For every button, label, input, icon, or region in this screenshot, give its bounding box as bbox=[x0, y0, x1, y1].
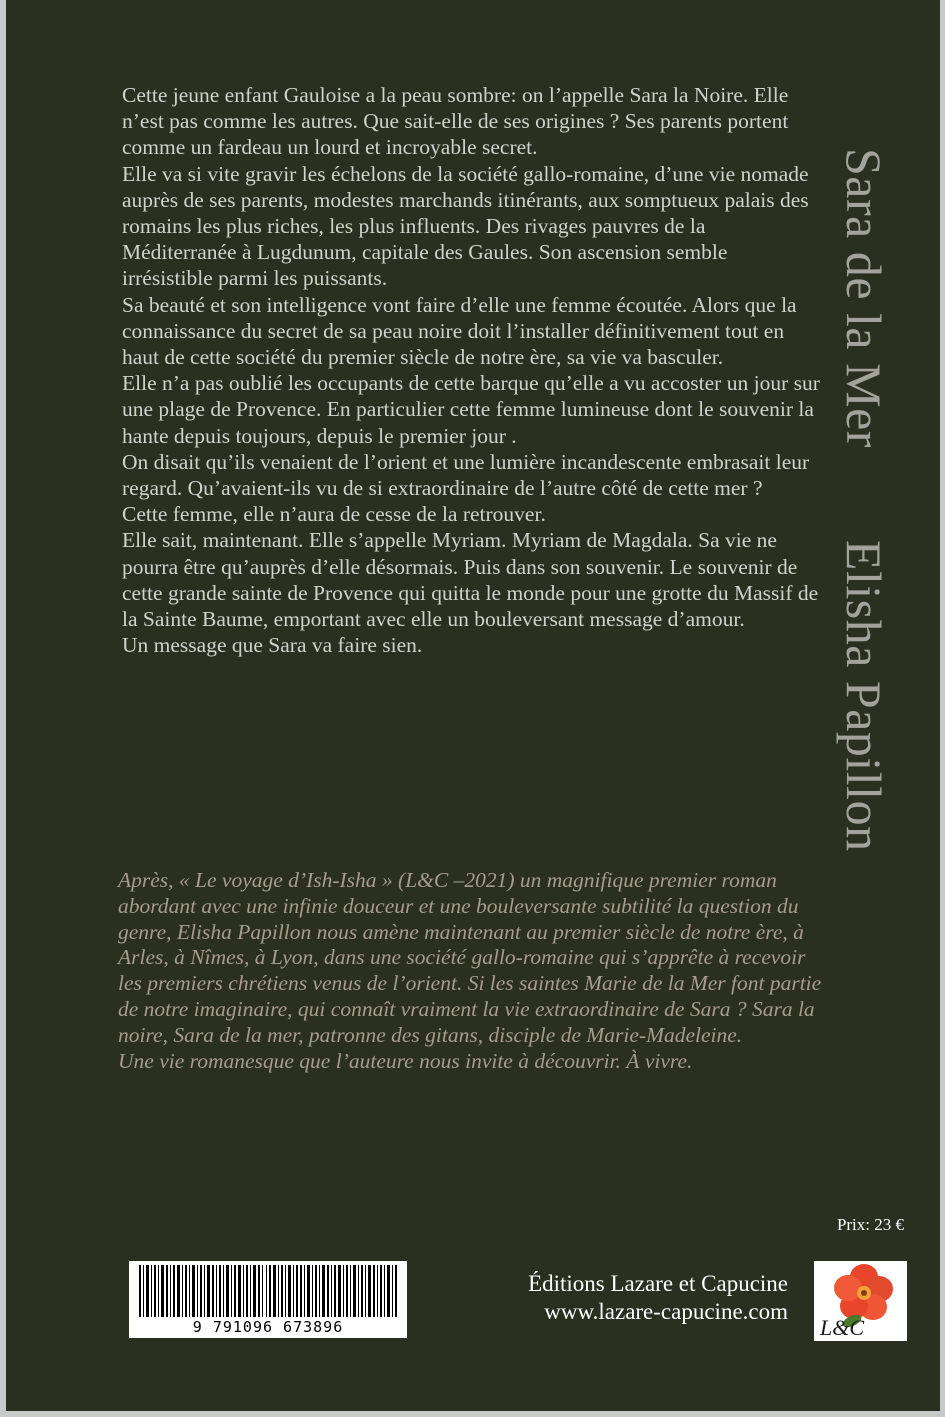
synopsis-paragraph: Elle sait, maintenant. Elle s’appelle Myriam. Myriam de Magdala. Sa vie ne pourra être qu’auprès d’elle désormais. Puis dans son souvenir. Le souvenir de cette grande sainte de Provence qui quitta le monde pour une grotte du Massif de la Sainte Baume, emportant avec elle un bouleversant message d’amour. bbox=[122, 528, 819, 632]
synopsis-paragraph: Elle n’a pas oublié les occupants de cette barque qu’elle a vu accoster un jour sur une plage de Provence. En particulier cette femme lumineuse dont le souvenir la hante depuis toujours, depuis le premier jour . bbox=[122, 371, 820, 448]
synopsis bbox=[122, 82, 822, 658]
review-paragraph: Après, « Le voyage d’Ish-Isha » (L&C –2021) un magnifique premier roman abordant avec une infinie douceur et une bouleversante subtilité la question du genre, Elisha Papillon nous amène maintenant au premier siècle de notre ère, à Arles, à Nîmes, à Lyon, dans une société gallo-romaine qui s’apprête à recevoir les premiers chrétiens venus de l’orient. Si les saintes Marie de la Mer font partie de notre imaginaire, qui connaît vraiment la vie extraordinaire de Sara ? Sara la noire, Sara de la mer, patronne des gitans, disciple de Marie-Madeleine. bbox=[118, 868, 822, 1047]
book-title: Sara de la Mer bbox=[836, 148, 892, 448]
back-cover bbox=[6, 0, 940, 1411]
logo-text: L&C bbox=[820, 1315, 865, 1340]
publisher-name: Éditions Lazare et Capucine bbox=[528, 1271, 788, 1296]
synopsis-paragraph: Cette jeune enfant Gauloise a la peau sombre: on l’appelle Sara la Noire. Elle n’est pas comme les autres. Que sait-elle de ses origines ? Ses parents portent comme un fardeau un lourd et incroyable secret. bbox=[122, 83, 789, 160]
synopsis-paragraph: Un message que Sara va faire sien. bbox=[122, 633, 423, 658]
vertical-title bbox=[834, 148, 894, 968]
price-label: Prix: 23 € bbox=[836, 1215, 904, 1234]
barcode bbox=[129, 1261, 407, 1338]
publisher-website[interactable]: www.lazare-capucine.com bbox=[544, 1299, 788, 1324]
publisher-info bbox=[502, 1270, 788, 1326]
publisher-logo bbox=[814, 1261, 907, 1341]
review-paragraph: Une vie romanesque que l’auteure nous invite à découvrir. À vivre. bbox=[118, 1048, 693, 1073]
synopsis-paragraph: Elle va si vite gravir les échelons de la société gallo-romaine, d’une vie nomade auprès de ses parents, modestes marchands itinérants, aux somptueux palais des romains les plus riches, les plus influents. Des rivages pauvres de la Méditerranée à Lugdunum, capitale des Gaules. Son ascension semble irrésistible parmi les puissants. bbox=[122, 161, 809, 291]
synopsis-paragraph: On disait qu’ils venaient de l’orient et une lumière incandescente embrasait leur regard. Qu’avaient-ils vu de si extraordinaire de l’autre côté de cette mer ? bbox=[122, 449, 810, 501]
book-author: Elisha Papillon bbox=[836, 539, 892, 852]
barcode-bars bbox=[139, 1265, 397, 1317]
synopsis-paragraph: Cette femme, elle n’aura de cesse de la retrouver. bbox=[122, 502, 546, 527]
review-blurb bbox=[118, 868, 830, 1074]
synopsis-paragraph: Sa beauté et son intelligence vont faire d’elle une femme écoutée. Alors que la connaissance du secret de sa peau noire doit l’installer définitivement tout en haut de cette société du premier siècle de notre ère, sa vie va basculer. bbox=[122, 292, 797, 370]
barcode-number: 9 791096 673896 bbox=[192, 1318, 344, 1336]
flower-icon bbox=[814, 1261, 907, 1341]
